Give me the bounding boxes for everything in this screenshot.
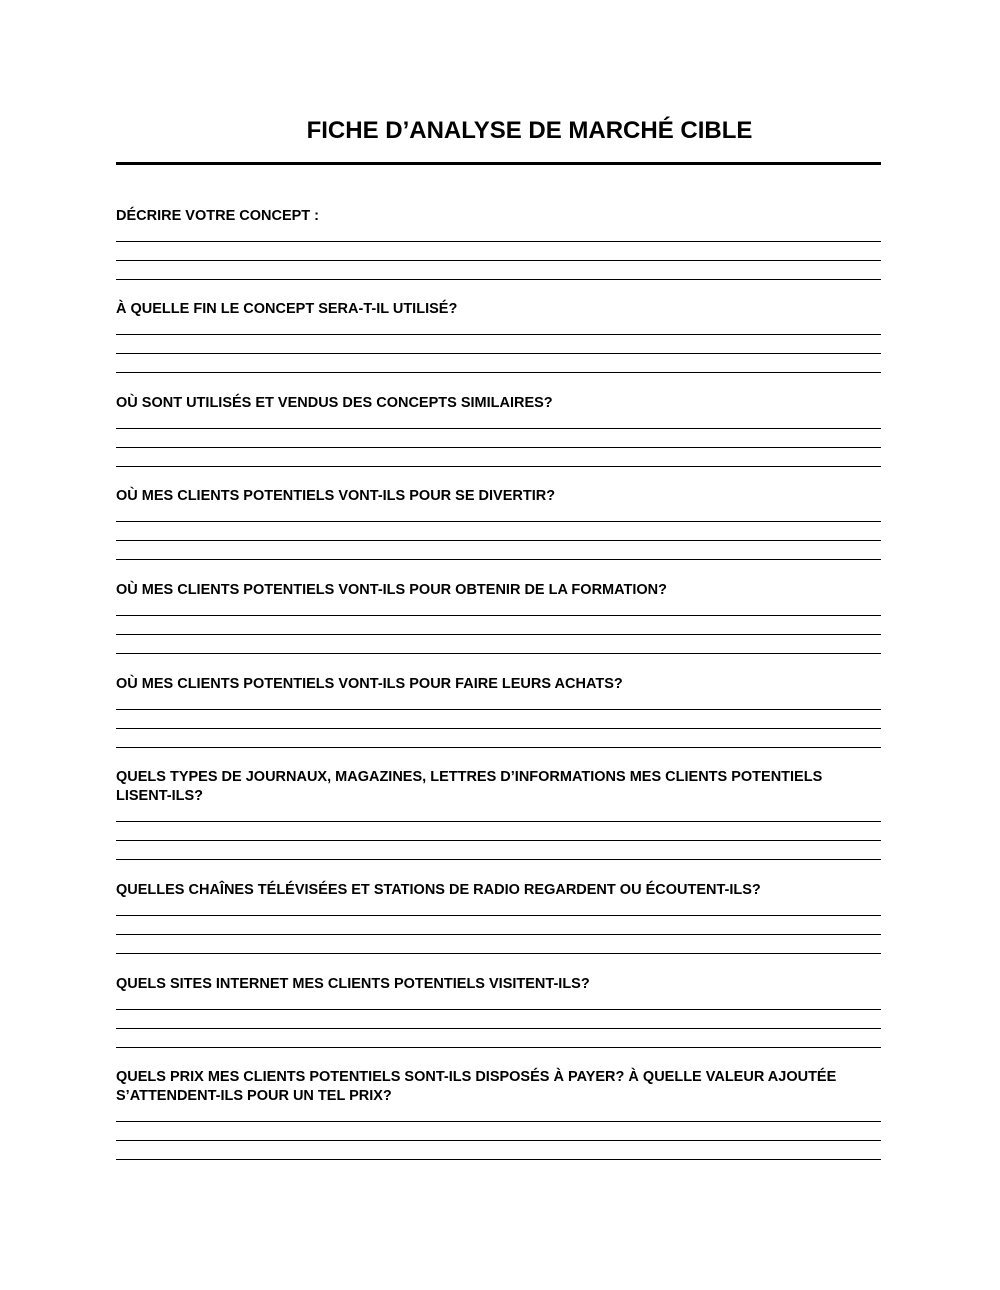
answer-line[interactable] <box>116 1121 881 1122</box>
question-block <box>116 768 946 860</box>
page-title: FICHE D’ANALYSE DE MARCHÉ CIBLE <box>306 117 753 144</box>
question-block <box>116 394 946 467</box>
question-label: À QUELLE FIN LE CONCEPT SERA-T-IL UTILISÉ? <box>116 301 458 317</box>
answer-line[interactable] <box>116 1009 881 1010</box>
question-block <box>116 581 946 654</box>
answer-line[interactable] <box>116 728 881 729</box>
answer-line[interactable] <box>116 747 881 748</box>
answer-line[interactable] <box>116 709 881 710</box>
answer-lines <box>116 1009 881 1048</box>
answer-line[interactable] <box>116 953 881 954</box>
question-block <box>116 300 946 373</box>
question-label: OÙ SONT UTILISÉS ET VENDUS DES CONCEPTS SIMILAIRES? <box>116 395 553 411</box>
answer-line[interactable] <box>116 1047 881 1048</box>
answer-lines <box>116 821 881 860</box>
question-label: QUELS SITES INTERNET MES CLIENTS POTENTIELS VISITENT-ILS? <box>116 976 590 992</box>
question-block <box>116 207 946 280</box>
question-block <box>116 881 946 954</box>
question-label: OÙ MES CLIENTS POTENTIELS VONT-ILS POUR SE DIVERTIR? <box>116 488 556 504</box>
answer-line[interactable] <box>116 241 881 242</box>
answer-line[interactable] <box>116 447 881 448</box>
answer-lines <box>116 915 881 954</box>
answer-line[interactable] <box>116 915 881 916</box>
answer-line[interactable] <box>116 279 881 280</box>
question-label: QUELLES CHAÎNES TÉLÉVISÉES ET STATIONS DE RADIO REGARDENT OU ÉCOUTENT-ILS? <box>116 882 761 898</box>
answer-lines <box>116 1121 881 1160</box>
answer-line[interactable] <box>116 466 881 467</box>
answer-line[interactable] <box>116 559 881 560</box>
answer-line[interactable] <box>116 260 881 261</box>
answer-line[interactable] <box>116 334 881 335</box>
question-block <box>116 1068 946 1160</box>
question-label: OÙ MES CLIENTS POTENTIELS VONT-ILS POUR FAIRE LEURS ACHATS? <box>116 676 623 692</box>
answer-line[interactable] <box>116 634 881 635</box>
answer-line[interactable] <box>116 1140 881 1141</box>
title-underline <box>116 162 881 165</box>
answer-line[interactable] <box>116 821 881 822</box>
answer-line[interactable] <box>116 353 881 354</box>
answer-line[interactable] <box>116 521 881 522</box>
question-block <box>116 675 946 748</box>
answer-line[interactable] <box>116 615 881 616</box>
question-label: QUELS TYPES DE JOURNAUX, MAGAZINES, LETTRES D’INFORMATIONS MES CLIENTS POTENTIELS LISENT-ILS? <box>116 769 823 804</box>
question-block <box>116 487 946 560</box>
question-label: DÉCRIRE VOTRE CONCEPT : <box>116 208 320 224</box>
answer-lines <box>116 709 881 748</box>
answer-lines <box>116 521 881 560</box>
question-label: OÙ MES CLIENTS POTENTIELS VONT-ILS POUR OBTENIR DE LA FORMATION? <box>116 582 668 598</box>
answer-line[interactable] <box>116 653 881 654</box>
answer-line[interactable] <box>116 859 881 860</box>
question-block <box>116 975 946 1048</box>
answer-line[interactable] <box>116 1159 881 1160</box>
answer-line[interactable] <box>116 428 881 429</box>
question-label: QUELS PRIX MES CLIENTS POTENTIELS SONT-ILS DISPOSÉS À PAYER? À QUELLE VALEUR AJOUTÉE S’ATTENDENT-ILS POUR UN TEL PRIX? <box>116 1069 837 1104</box>
answer-lines <box>116 428 881 467</box>
answer-lines <box>116 615 881 654</box>
answer-lines <box>116 334 881 373</box>
answer-line[interactable] <box>116 934 881 935</box>
answer-line[interactable] <box>116 372 881 373</box>
answer-line[interactable] <box>116 840 881 841</box>
answer-line[interactable] <box>116 1028 881 1029</box>
answer-line[interactable] <box>116 540 881 541</box>
answer-lines <box>116 241 881 280</box>
